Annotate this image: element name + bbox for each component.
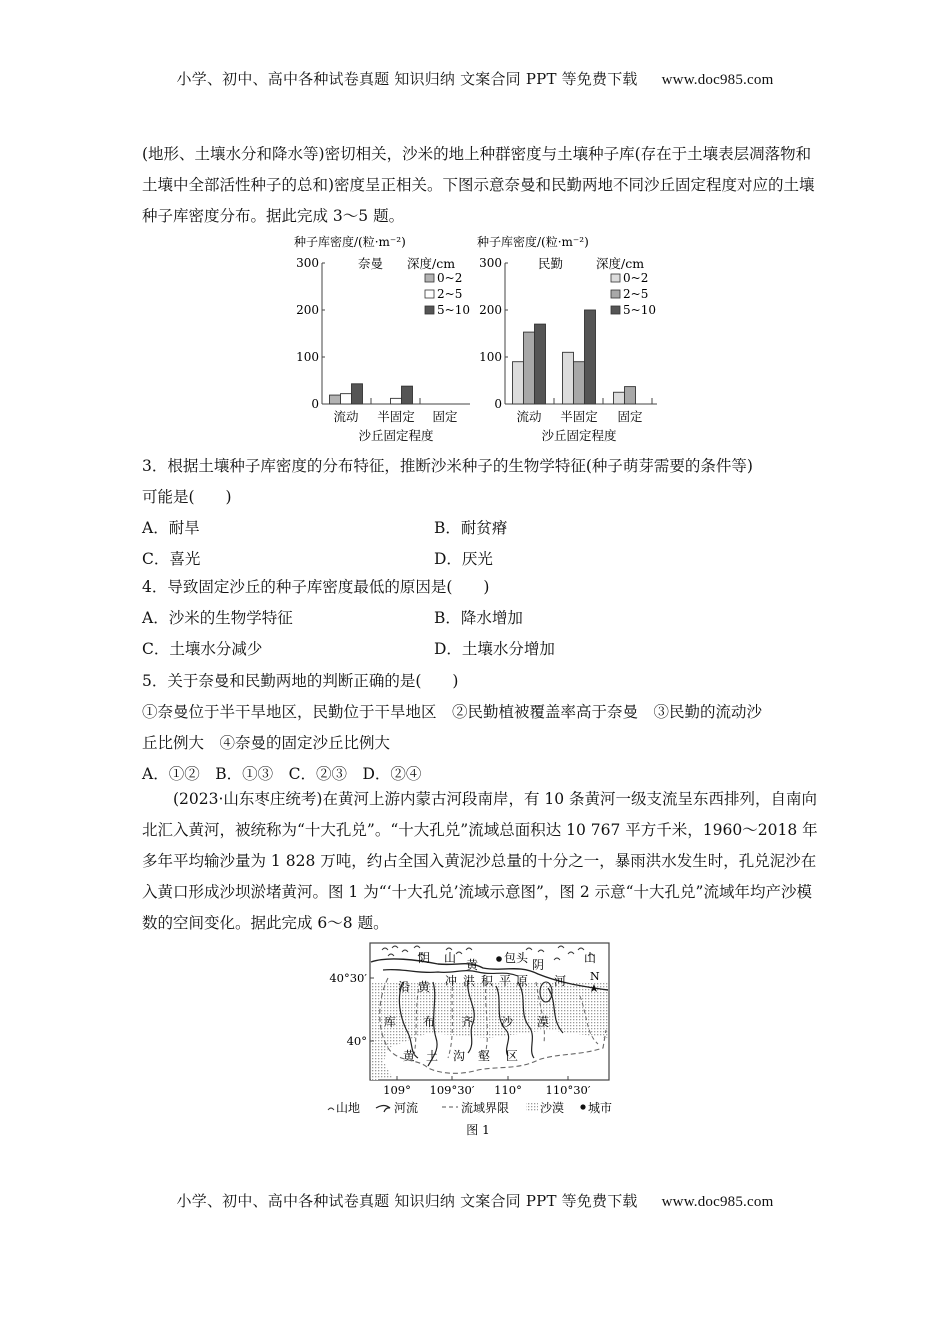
question-3-stem-line2: 可能是( ) bbox=[142, 488, 232, 506]
xtick-guding: 固定 bbox=[617, 409, 643, 424]
map-label-char: 积 bbox=[481, 974, 494, 988]
map-label-char: 原 bbox=[516, 974, 529, 988]
question-5-statements-line2: 丘比例大 ④奈曼的固定沙丘比例大 bbox=[142, 734, 391, 752]
legend-swatch-icon bbox=[611, 274, 620, 282]
chart-minqin-ylabel: 种子库密度/(粒·m⁻²) bbox=[477, 235, 589, 249]
question-5-statements-line1: ①奈曼位于半干旱地区，民勤位于干旱地区 ②民勤植被覆盖率高于奈曼 ③民勤的流动沙 bbox=[142, 703, 763, 721]
map-label-char: 冲 bbox=[445, 974, 458, 988]
question-3-option-c[interactable]: C．喜光 bbox=[142, 550, 201, 568]
map-label-char: 土 bbox=[426, 1049, 439, 1063]
legend-label: 5~10 bbox=[437, 303, 470, 317]
ytick-0: 0 bbox=[311, 397, 319, 411]
ytick-300: 300 bbox=[479, 256, 502, 270]
figure-caption: 图 1 bbox=[466, 1123, 490, 1137]
bar-5~10 bbox=[585, 310, 596, 404]
chart-naiman-legend bbox=[425, 271, 470, 317]
map-label-char: 布 bbox=[423, 1015, 436, 1029]
bar-2~5 bbox=[341, 394, 352, 404]
ytick-200: 200 bbox=[479, 303, 502, 317]
question-4-stem: 4．导致固定沙丘的种子库密度最低的原因是( ) bbox=[142, 578, 490, 596]
xtick-liudong: 流动 bbox=[516, 409, 542, 424]
legend-label: 2~5 bbox=[623, 287, 649, 301]
question-3-option-d[interactable]: D．厌光 bbox=[434, 550, 493, 568]
legend-boundary-label: 流域界限 bbox=[461, 1101, 510, 1115]
figure-1-map bbox=[318, 938, 638, 1148]
legend-label: 0~2 bbox=[623, 271, 649, 285]
page-header bbox=[0, 68, 950, 89]
map-label-char: 壑 bbox=[478, 1049, 491, 1063]
intro-paragraph: (地形、土壤水分和降水等)密切相关，沙米的地上种群密度与土壤种子库(存在于土壤表层凋落物和土壤中全部活性种子的总和)密度呈正相关。下图示意奈曼和民勤两地不同沙丘固定程度对应的土壤种子库密度分布。据此完成 3～5 题。 bbox=[142, 145, 815, 225]
lon-label-110-30: 110°30′ bbox=[545, 1083, 591, 1097]
river-legend-icon bbox=[376, 1106, 390, 1113]
bar-0~2 bbox=[330, 395, 341, 404]
chart-naiman-ylabel: 种子库密度/(粒·m⁻²) bbox=[294, 235, 406, 249]
question-5 bbox=[142, 666, 818, 790]
seed-bank-charts bbox=[290, 232, 670, 447]
lon-label-109-30: 109°30′ bbox=[429, 1083, 475, 1097]
label-he: 河 bbox=[554, 974, 567, 988]
bar-0~2 bbox=[563, 352, 574, 404]
passage-2: (2023·山东枣庄统考)在黄河上游内蒙古河段南岸，有 10 条黄河一级支流呈东西排列，自南向北汇入黄河，被统称为“十大孔兑”。“十大孔兑”流域总面积达 10 767 平方千米，1960～2018 年多年平均输沙量为 1 828 万吨，约占全国入黄泥沙总量的十分之一，暴雨洪水发生时，孔兑泥沙在入黄口形成沙坝淤堵黄河。图 1 为“‘十大孔兑’流域示意图”，图 2 示意“十大孔兑”流域年均产沙模数的空间变化。据此完成 6～8 题。 bbox=[142, 790, 818, 932]
bar-2~5 bbox=[524, 332, 535, 404]
bar-0~2 bbox=[513, 362, 524, 404]
map-label-char: 黄 bbox=[403, 1049, 416, 1063]
chart-minqin-legend-title: 深度/cm bbox=[596, 256, 645, 271]
lon-label-109: 109° bbox=[383, 1083, 411, 1097]
question-5-stem: 5．关于奈曼和民勤两地的判断正确的是( ) bbox=[142, 672, 459, 690]
xtick-bangudung: 半固定 bbox=[377, 409, 415, 424]
chart-naiman bbox=[290, 232, 475, 447]
mountain-legend-icon bbox=[328, 1108, 334, 1110]
legend-label: 2~5 bbox=[437, 287, 463, 301]
question-4-option-c[interactable]: C．土壤水分减少 bbox=[142, 640, 263, 658]
label-yin-shan-1: 阴 bbox=[418, 951, 431, 965]
header-url[interactable]: www.doc985.com bbox=[661, 72, 774, 88]
legend-swatch-icon bbox=[425, 290, 434, 298]
lat-label-40-30: 40°30′ bbox=[329, 971, 367, 985]
map-label-char: 漠 bbox=[537, 1015, 550, 1029]
bar-5~10 bbox=[535, 324, 546, 404]
bar-2~5 bbox=[625, 387, 636, 404]
bar-2~5 bbox=[391, 398, 402, 404]
xtick-bangudung: 半固定 bbox=[560, 409, 598, 424]
legend-mountain-label: 山地 bbox=[336, 1101, 361, 1115]
desert-legend-icon bbox=[526, 1102, 538, 1111]
legend-swatch-icon bbox=[425, 274, 434, 282]
bar-0~2 bbox=[614, 392, 625, 404]
question-4-option-b[interactable]: B．降水增加 bbox=[434, 609, 523, 627]
bar-5~10 bbox=[352, 384, 363, 404]
chart-minqin bbox=[471, 232, 670, 447]
map-label-char: 洪 bbox=[463, 974, 476, 988]
question-3-option-a[interactable]: A．耐旱 bbox=[142, 519, 200, 537]
map-label-char: 平 bbox=[499, 974, 512, 988]
label-yin-shan-2: 山 bbox=[444, 951, 457, 965]
chart-minqin-title: 民勤 bbox=[538, 256, 564, 271]
legend-swatch-icon bbox=[425, 306, 434, 314]
legend-river-label: 河流 bbox=[394, 1101, 419, 1115]
bar-5~10 bbox=[402, 386, 413, 404]
ytick-200: 200 bbox=[296, 303, 319, 317]
footer-url[interactable]: www.doc985.com bbox=[661, 1194, 774, 1210]
lat-label-40: 40° bbox=[346, 1034, 367, 1048]
city-marker-icon bbox=[496, 956, 502, 962]
legend-desert-label: 沙漠 bbox=[540, 1101, 565, 1115]
question-4 bbox=[142, 572, 818, 665]
map-label-char: 黄 bbox=[418, 980, 431, 994]
ytick-100: 100 bbox=[479, 350, 502, 364]
map-label-char: 齐 bbox=[461, 1015, 474, 1029]
chart-naiman-legend-title: 深度/cm bbox=[407, 256, 456, 271]
question-3 bbox=[142, 451, 818, 575]
lon-label-110: 110° bbox=[494, 1083, 522, 1097]
map-label-char: 沟 bbox=[453, 1049, 466, 1063]
chart-naiman-title: 奈曼 bbox=[358, 256, 384, 271]
ytick-300: 300 bbox=[296, 256, 319, 270]
city-legend-icon bbox=[580, 1104, 585, 1109]
ytick-0: 0 bbox=[494, 397, 502, 411]
question-4-option-a[interactable]: A．沙米的生物学特征 bbox=[142, 609, 293, 627]
legend-swatch-icon bbox=[611, 290, 620, 298]
label-huang: 黄 bbox=[466, 958, 479, 972]
map-legend bbox=[328, 1100, 612, 1115]
header-text: 小学、初中、高中各种试卷真题 知识归纳 文案合同 PPT 等免费下载 bbox=[176, 70, 638, 88]
label-yin-right: 阴 bbox=[532, 958, 545, 972]
question-4-option-d[interactable]: D．土壤水分增加 bbox=[434, 640, 555, 658]
map-label-char: 库 bbox=[384, 1015, 397, 1029]
map-label-char: 沙 bbox=[501, 1015, 514, 1029]
label-shan-right: 山 bbox=[584, 951, 597, 965]
legend-label: 0~2 bbox=[437, 271, 463, 285]
question-5-options[interactable]: A．①② B．①③ C．②③ D．②④ bbox=[142, 765, 422, 783]
map-label-char: 区 bbox=[506, 1049, 519, 1063]
xtick-liudong: 流动 bbox=[333, 409, 359, 424]
footer-text: 小学、初中、高中各种试卷真题 知识归纳 文案合同 PPT 等免费下载 bbox=[176, 1192, 638, 1210]
legend-city-label: 城市 bbox=[588, 1101, 613, 1115]
bar-2~5 bbox=[574, 362, 585, 404]
ytick-100: 100 bbox=[296, 350, 319, 364]
legend-swatch-icon bbox=[611, 306, 620, 314]
legend-label: 5~10 bbox=[623, 303, 656, 317]
page-footer bbox=[0, 1190, 950, 1211]
question-3-stem-line1: 3．根据土壤种子库密度的分布特征，推断沙米种子的生物学特征(种子萌芽需要的条件等) bbox=[142, 457, 753, 475]
chart-minqin-xlabel: 沙丘固定程度 bbox=[541, 428, 617, 443]
map-label-char: 沿 bbox=[398, 980, 411, 994]
question-3-option-b[interactable]: B．耐贫瘠 bbox=[434, 519, 508, 537]
chart-minqin-legend bbox=[611, 271, 656, 317]
chart-naiman-xlabel: 沙丘固定程度 bbox=[358, 428, 434, 443]
chart-minqin-bars bbox=[513, 310, 636, 404]
label-city-baotou: 包头 bbox=[504, 951, 529, 965]
xtick-guding: 固定 bbox=[432, 409, 458, 424]
north-arrow-label: N bbox=[590, 970, 600, 983]
